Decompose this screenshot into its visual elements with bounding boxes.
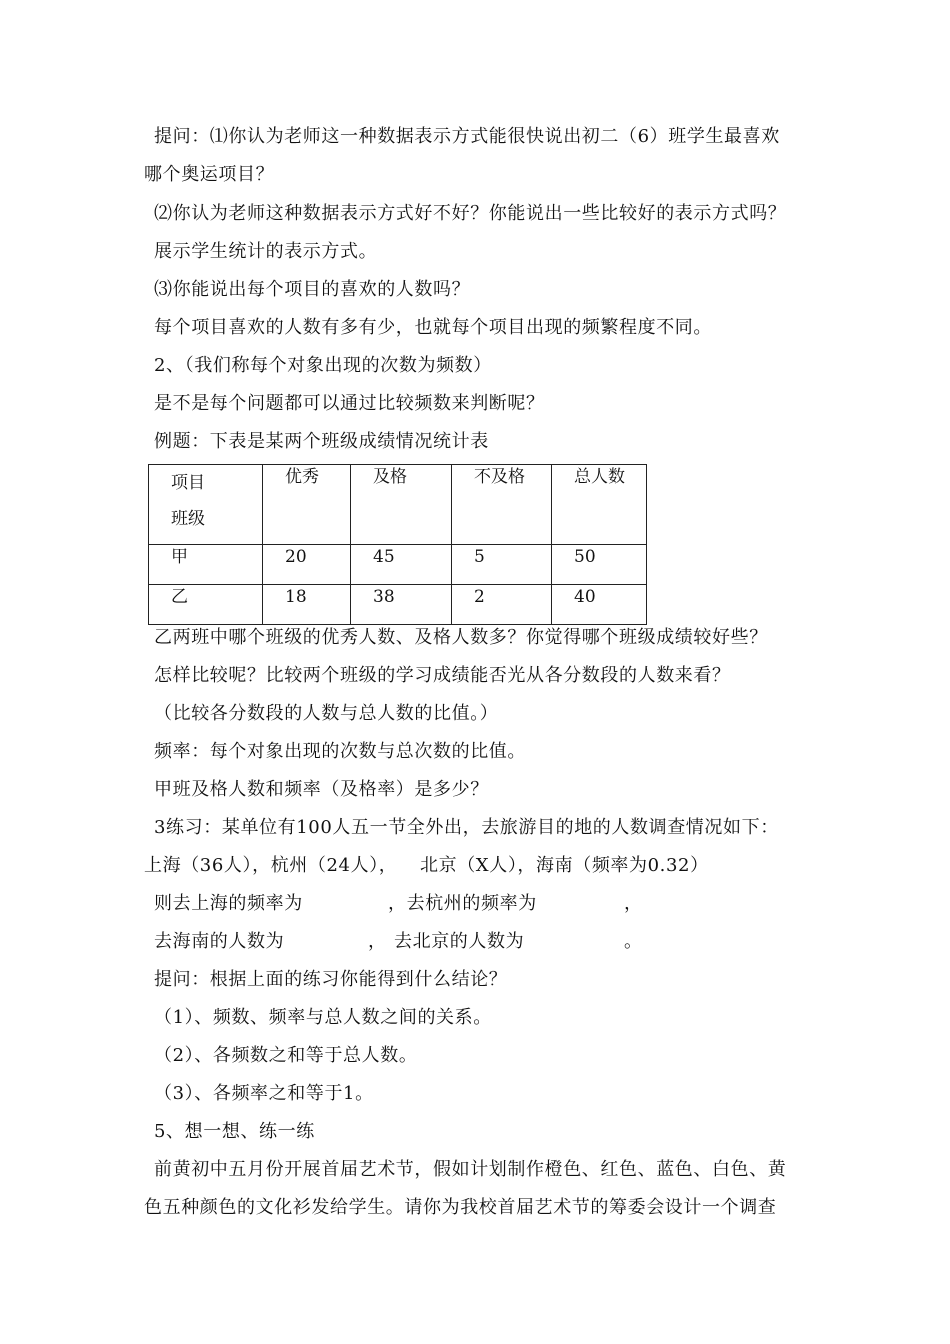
frequency-explanation: 每个项目喜欢的人数有多有少，也就每个项目出现的频繁程度不同。	[154, 317, 712, 338]
conclusion-1: （1）、频数、频率与总人数之间的关系。	[154, 1007, 492, 1028]
blank-separator: ，	[624, 893, 643, 914]
shanghai-frequency-blank-label: 则去上海的频率为	[154, 893, 303, 914]
question-3: ⑶你能说出每个项目的喜欢的人数吗？	[154, 279, 471, 300]
column-header: 不及格	[452, 465, 552, 545]
blank-separator: ，	[368, 931, 387, 952]
header-class-label: 班级	[171, 509, 205, 529]
example-title: 例题：下表是某两个班级成绩情况统计表	[154, 431, 489, 452]
question-2: ⑵你认为老师这种数据表示方式好不好？你能说出一些比较好的表示方式吗？	[154, 203, 787, 224]
destination-counts-part-1: 上海（36人），杭州（24人），	[144, 855, 398, 876]
destination-counts-part-2: 北京（X人），海南（频率为0.32）	[420, 855, 709, 876]
table-cell: 2	[452, 585, 552, 625]
art-festival-line-1: 前黄初中五月份开展首届艺术节，假如计划制作橙色、红色、蓝色、白色、黄	[154, 1159, 787, 1180]
conclusion-question: 提问：根据上面的练习你能得到什么结论？	[154, 969, 508, 990]
table-cell: 40	[552, 585, 647, 625]
exercise-3-prompt: 3练习：某单位有100人五一节全外出，去旅游目的地的人数调查情况如下：	[154, 817, 779, 838]
table-cell: 18	[263, 585, 351, 625]
art-festival-line-2: 色五种颜色的文化衫发给学生。请你为我校首届艺术节的筹委会设计一个调查	[144, 1197, 777, 1218]
class-score-table	[148, 464, 647, 625]
table-row	[149, 585, 647, 625]
hainan-count-blank-label: 去海南的人数为	[154, 931, 285, 952]
row-class-cell: 甲	[149, 545, 263, 585]
how-to-compare-question: 怎样比较呢？比较两个班级的学习成绩能否光从各分数段的人数来看？	[154, 665, 731, 686]
table-header-row	[149, 465, 647, 545]
row-class-cell: 乙	[149, 585, 263, 625]
sentence-end: 。	[624, 931, 643, 952]
beijing-count-blank-label: 去北京的人数为	[394, 931, 525, 952]
conclusion-2: （2）、各频数之和等于总人数。	[154, 1045, 418, 1066]
table-cell: 50	[552, 545, 647, 585]
pass-rate-question: 甲班及格人数和频率（及格率）是多少？	[154, 779, 489, 800]
section-5-heading: 5、想一想、练一练	[154, 1121, 315, 1142]
table-row	[149, 545, 647, 585]
conclusion-3: （3）、各频率之和等于1。	[154, 1083, 374, 1104]
question-1-line-2: 哪个奥运项目？	[144, 164, 275, 185]
show-student-methods: 展示学生统计的表示方式。	[154, 241, 378, 262]
table-cell: 20	[263, 545, 351, 585]
column-header: 优秀	[263, 465, 351, 545]
table-cell: 45	[351, 545, 452, 585]
frequency-definition: 频率：每个对象出现的次数与总次数的比值。	[154, 741, 526, 762]
comparison-question: 是不是每个问题都可以通过比较频数来判断呢？	[154, 393, 545, 414]
table-corner-cell	[149, 465, 263, 545]
which-class-question: 乙两班中哪个班级的优秀人数、及格人数多？你觉得哪个班级成绩较好些？	[154, 627, 768, 648]
ratio-hint: （比较各分数段的人数与总人数的比值。）	[154, 703, 499, 724]
table-cell: 5	[452, 545, 552, 585]
column-header: 总人数	[552, 465, 647, 545]
question-1-line-1: 提问：⑴你认为老师这一种数据表示方式能很快说出初二（6）班学生最喜欢	[154, 126, 780, 147]
column-header: 及格	[351, 465, 452, 545]
header-item-label: 项目	[171, 473, 205, 493]
hangzhou-frequency-blank-label: ，去杭州的频率为	[388, 893, 537, 914]
table-cell: 38	[351, 585, 452, 625]
section-2-heading: 2、（我们称每个对象出现的次数为频数）	[154, 355, 492, 376]
